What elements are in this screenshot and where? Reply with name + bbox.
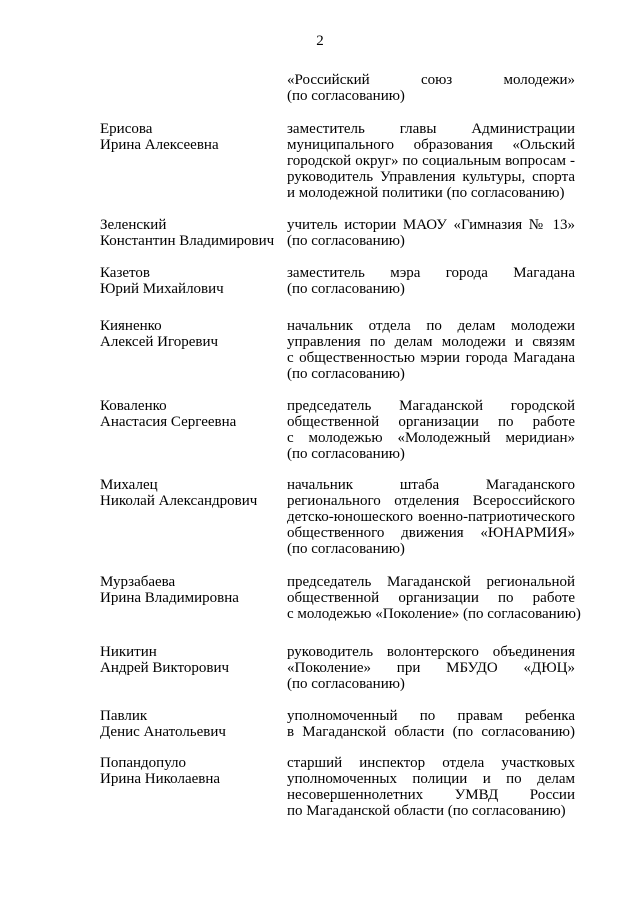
description-line: с молодежью «Молодежный меридиан» bbox=[287, 430, 575, 446]
description-line: муниципального образования «Ольский bbox=[287, 137, 575, 153]
description-line: руководитель волонтерского объединения bbox=[287, 644, 575, 660]
person-name bbox=[100, 217, 290, 249]
description-line: (по согласованию) bbox=[287, 233, 405, 249]
person-name bbox=[100, 755, 290, 787]
page-number: 2 bbox=[316, 33, 324, 49]
given-names: Алексей Игоревич bbox=[100, 334, 219, 350]
description-line: руководитель Управления культуры, спорта bbox=[287, 169, 575, 185]
surname: Никитин bbox=[100, 644, 157, 660]
person-name bbox=[100, 398, 290, 430]
surname: Попандопуло bbox=[100, 755, 187, 771]
position-description bbox=[287, 121, 575, 201]
description-line: и молодежной политики (по согласованию) bbox=[287, 185, 565, 201]
given-names: Денис Анатольевич bbox=[100, 724, 226, 740]
person-name bbox=[100, 574, 290, 606]
description-line: уполномоченных полиции и по делам bbox=[287, 771, 575, 787]
surname: Ерисова bbox=[100, 121, 153, 137]
description-line: в Магаданской области (по согласованию) bbox=[287, 724, 575, 740]
given-names: Юрий Михайлович bbox=[100, 281, 224, 297]
description-line: регионального отделения Всероссийского bbox=[287, 493, 575, 509]
description-line: «Российский союз молодежи» bbox=[287, 72, 575, 88]
position-description bbox=[287, 72, 575, 104]
description-line: (по согласованию) bbox=[287, 366, 405, 382]
person-name bbox=[100, 477, 290, 509]
surname: Коваленко bbox=[100, 398, 167, 414]
position-description bbox=[287, 755, 575, 819]
description-line: заместитель главы Администрации bbox=[287, 121, 575, 137]
position-description bbox=[287, 318, 575, 382]
description-line: начальник штаба Магаданского bbox=[287, 477, 575, 493]
given-names: Андрей Викторович bbox=[100, 660, 230, 676]
surname: Зеленский bbox=[100, 217, 167, 233]
surname: Михалец bbox=[100, 477, 158, 493]
surname: Кияненко bbox=[100, 318, 162, 334]
description-line: старший инспектор отдела участковых bbox=[287, 755, 575, 771]
description-line: управления по делам молодежи и связям bbox=[287, 334, 575, 350]
person-name bbox=[100, 121, 290, 153]
description-line: общественной организации по работе bbox=[287, 590, 575, 606]
description-line: председатель Магаданской городской bbox=[287, 398, 575, 414]
description-line: городской округ» по социальным вопросам - bbox=[287, 153, 575, 169]
description-line: уполномоченный по правам ребенка bbox=[287, 708, 575, 724]
given-names: Анастасия Сергеевна bbox=[100, 414, 237, 430]
description-line: учитель истории МАОУ «Гимназия № 13» bbox=[287, 217, 575, 233]
description-line: общественного движения «ЮНАРМИЯ» bbox=[287, 525, 575, 541]
given-names: Константин Владимирович bbox=[100, 233, 275, 249]
position-description bbox=[287, 217, 575, 249]
description-line: «Поколение» при МБУДО «ДЮЦ» bbox=[287, 660, 575, 676]
description-line: начальник отдела по делам молодежи bbox=[287, 318, 575, 334]
position-description bbox=[287, 265, 575, 297]
position-description bbox=[287, 644, 575, 692]
given-names: Ирина Николаевна bbox=[100, 771, 221, 787]
description-line: по Магаданской области (по согласованию) bbox=[287, 803, 566, 819]
person-name bbox=[100, 644, 290, 676]
description-line: (по согласованию) bbox=[287, 281, 405, 297]
description-line: (по согласованию) bbox=[287, 88, 405, 104]
person-name bbox=[100, 265, 290, 297]
position-description bbox=[287, 398, 575, 462]
surname: Мурзабаева bbox=[100, 574, 176, 590]
description-line: (по согласованию) bbox=[287, 676, 405, 692]
given-names: Ирина Владимировна bbox=[100, 590, 239, 606]
description-line: председатель Магаданской региональной bbox=[287, 574, 575, 590]
position-description bbox=[287, 708, 575, 740]
description-line: с молодежью «Поколение» (по согласованию) bbox=[287, 606, 581, 622]
person-name bbox=[100, 708, 290, 740]
description-line: общественной организации по работе bbox=[287, 414, 575, 430]
position-description bbox=[287, 477, 575, 557]
description-line: (по согласованию) bbox=[287, 541, 405, 557]
surname: Павлик bbox=[100, 708, 148, 724]
description-line: (по согласованию) bbox=[287, 446, 405, 462]
description-line: заместитель мэра города Магадана bbox=[287, 265, 575, 281]
person-name bbox=[100, 318, 290, 350]
description-line: несовершеннолетних УМВД России bbox=[287, 787, 575, 803]
given-names: Николай Александрович bbox=[100, 493, 258, 509]
description-line: с общественностью мэрии города Магадана bbox=[287, 350, 575, 366]
given-names: Ирина Алексеевна bbox=[100, 137, 219, 153]
description-line: детско-юношеского военно-патриотического bbox=[287, 509, 575, 525]
surname: Казетов bbox=[100, 265, 150, 281]
position-description bbox=[287, 574, 581, 622]
